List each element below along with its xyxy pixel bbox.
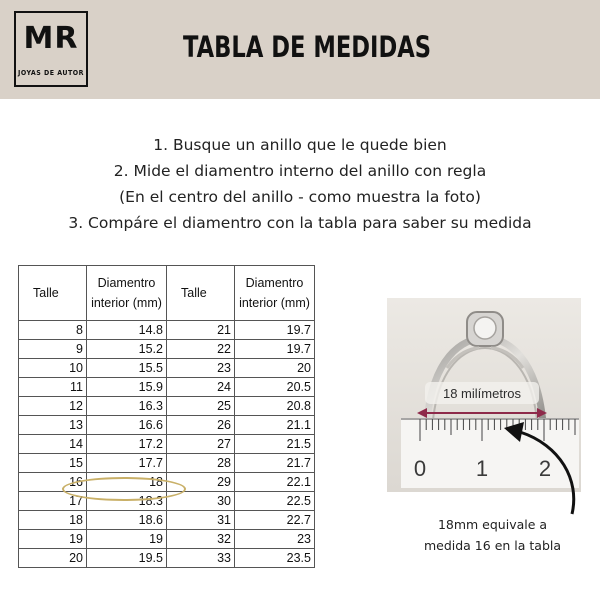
cell-talle: 23 xyxy=(167,359,235,378)
cell-talle: 31 xyxy=(167,511,235,530)
cell-diametro: 22.7 xyxy=(235,511,315,530)
cell-diametro: 22.1 xyxy=(235,473,315,492)
table-row xyxy=(19,454,315,473)
cell-diametro: 22.5 xyxy=(235,492,315,511)
caption xyxy=(405,514,580,556)
cell-diametro: 21.7 xyxy=(235,454,315,473)
cell-talle: 10 xyxy=(19,359,87,378)
brand-logo xyxy=(14,11,88,87)
page-title: TABLA DE MEDIDAS xyxy=(183,30,432,64)
cell-talle: 29 xyxy=(167,473,235,492)
table-header-row xyxy=(19,266,315,321)
cell-talle: 24 xyxy=(167,378,235,397)
instruction-line: 3. Compáre el diamentro con la tabla para saber su medida xyxy=(68,214,532,232)
cell-talle: 9 xyxy=(19,340,87,359)
cell-diametro: 16.6 xyxy=(87,416,167,435)
cell-diametro: 15.2 xyxy=(87,340,167,359)
table-row xyxy=(19,378,315,397)
cell-talle: 32 xyxy=(167,530,235,549)
table-row xyxy=(19,435,315,454)
header-diametro-line1: Diamentro xyxy=(97,276,156,290)
measure-label: 18 milímetros xyxy=(442,386,522,401)
cell-talle: 26 xyxy=(167,416,235,435)
ruler-label-0: 0 xyxy=(413,456,427,481)
instruction-line: (En el centro del anillo - como muestra la foto) xyxy=(119,188,481,206)
table-row xyxy=(19,359,315,378)
cell-diametro: 14.8 xyxy=(87,321,167,340)
highlight-ellipse xyxy=(62,477,186,501)
caption-line1: 18mm equivale a xyxy=(437,517,548,532)
cell-talle: 21 xyxy=(167,321,235,340)
table-row xyxy=(19,397,315,416)
cell-talle: 28 xyxy=(167,454,235,473)
cell-diametro: 20.8 xyxy=(235,397,315,416)
cell-diametro: 20.5 xyxy=(235,378,315,397)
cell-diametro: 18.3 xyxy=(87,492,167,511)
header-diametro-line1: Diamentro xyxy=(245,276,304,290)
curved-arrow-icon xyxy=(480,410,590,520)
cell-diametro: 19 xyxy=(87,530,167,549)
cell-diametro: 19.5 xyxy=(87,549,167,568)
cell-talle: 22 xyxy=(167,340,235,359)
table-row xyxy=(19,530,315,549)
cell-diametro: 15.9 xyxy=(87,378,167,397)
header-talle: Talle xyxy=(167,266,235,321)
instruction-line: 2. Mide el diamentro interno del anillo con regla xyxy=(113,162,487,180)
logo-subtitle: JOYAS DE AUTOR xyxy=(18,69,84,77)
cell-talle: 16 xyxy=(19,473,87,492)
cell-diametro: 15.5 xyxy=(87,359,167,378)
cell-diametro: 23.5 xyxy=(235,549,315,568)
cell-diametro: 17.7 xyxy=(87,454,167,473)
cell-diametro: 19.7 xyxy=(235,321,315,340)
instruction-line: 1. Busque un anillo que le quede bien xyxy=(153,136,447,154)
cell-talle: 14 xyxy=(19,435,87,454)
table-body xyxy=(19,321,315,568)
cell-diametro: 16.3 xyxy=(87,397,167,416)
header-banner xyxy=(0,0,600,99)
cell-talle: 30 xyxy=(167,492,235,511)
cell-diametro: 21.1 xyxy=(235,416,315,435)
cell-talle: 20 xyxy=(19,549,87,568)
table-row xyxy=(19,416,315,435)
cell-talle: 19 xyxy=(19,530,87,549)
cell-diametro: 20 xyxy=(235,359,315,378)
ruler-label-2: 2 xyxy=(538,456,552,481)
size-table xyxy=(18,265,315,568)
cell-talle: 13 xyxy=(19,416,87,435)
header-diametro xyxy=(235,266,315,321)
cell-diametro: 21.5 xyxy=(235,435,315,454)
header-talle: Talle xyxy=(19,266,87,321)
cell-talle: 18 xyxy=(19,511,87,530)
cell-talle: 12 xyxy=(19,397,87,416)
cell-diametro: 17.2 xyxy=(87,435,167,454)
table-row xyxy=(19,511,315,530)
cell-diametro: 18 xyxy=(87,473,167,492)
caption-line2: medida 16 en la tabla xyxy=(423,538,562,553)
header-diametro-line2: interior (mm) xyxy=(91,296,162,310)
cell-talle: 8 xyxy=(19,321,87,340)
ruler-label-1: 1 xyxy=(475,456,489,481)
table-row xyxy=(19,340,315,359)
cell-talle: 11 xyxy=(19,378,87,397)
table-row xyxy=(19,321,315,340)
cell-diametro: 18.6 xyxy=(87,511,167,530)
cell-talle: 15 xyxy=(19,454,87,473)
cell-talle: 17 xyxy=(19,492,87,511)
table-row xyxy=(19,549,315,568)
header-diametro xyxy=(87,266,167,321)
cell-talle: 25 xyxy=(167,397,235,416)
cell-diametro: 23 xyxy=(235,530,315,549)
cell-diametro: 19.7 xyxy=(235,340,315,359)
header-diametro-line2: interior (mm) xyxy=(239,296,310,310)
cell-talle: 27 xyxy=(167,435,235,454)
instructions xyxy=(0,132,600,236)
logo-mark: MR xyxy=(23,21,79,56)
cell-talle: 33 xyxy=(167,549,235,568)
